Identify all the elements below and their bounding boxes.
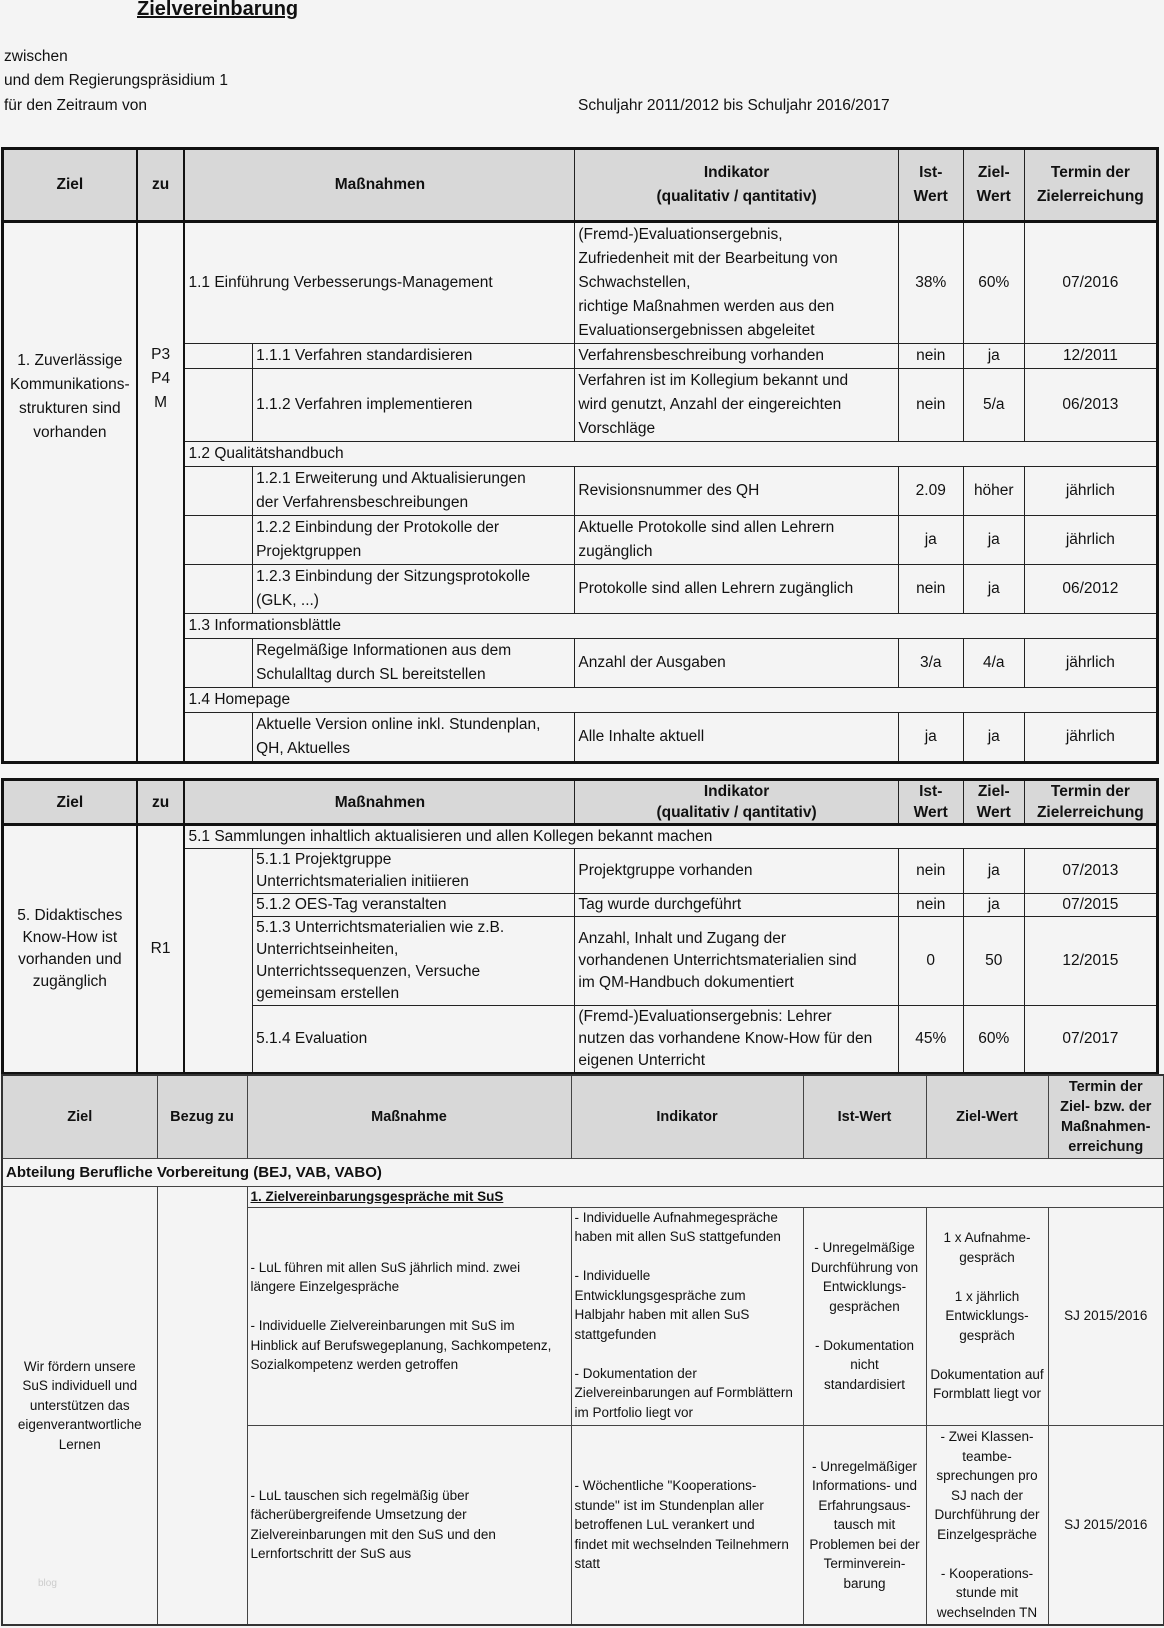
ziel-value: 60% (963, 1006, 1024, 1074)
header-termin: Termin der Zielerreichung (1024, 149, 1157, 222)
ziel-value: 60% (963, 222, 1024, 344)
indikator-cell: Alle Inhalte aktuell (575, 713, 898, 763)
indikator-cell: Protokolle sind allen Lehrern zugänglich (575, 565, 898, 614)
termin-value: 12/2011 (1024, 344, 1157, 369)
section-label: 1.2 Qualitätshandbuch (184, 442, 1157, 467)
ist-value: 2.09 (898, 467, 963, 516)
period-text: Schuljahr 2011/2012 bis Schuljahr 2016/2017 (578, 97, 890, 114)
watermark-text: blog (38, 1578, 57, 1589)
massnahme-cell: 1.2.2 Einbindung der Protokolle der Projektgruppen (253, 516, 575, 565)
termin-value: jährlich (1024, 639, 1157, 688)
termin-value: 07/2017 (1024, 1006, 1157, 1074)
subsection-label: 1. Zielvereinbarungsgespräche mit SuS (247, 1187, 1164, 1208)
indikator-cell: Verfahrensbeschreibung vorhanden (575, 344, 898, 369)
header-massnahmen: Maßnahmen (184, 149, 574, 222)
termin-value: 06/2013 (1024, 369, 1157, 442)
header-termin: Termin der Zielerreichung (1024, 780, 1157, 825)
massnahme-cell: 5.1.1 Projektgruppe Unterrichtsmaterialien initiieren (253, 849, 575, 894)
department-row (2, 1159, 1164, 1187)
termin-value: 07/2015 (1024, 894, 1157, 917)
termin-value: 07/2013 (1024, 849, 1157, 894)
ziel-value: ja (963, 565, 1024, 614)
subsection-row (2, 1187, 1164, 1208)
header-ziel: Ziel (3, 780, 137, 825)
ziel-value: ja (963, 344, 1024, 369)
header-zu: zu (137, 149, 185, 222)
indent-cell (184, 639, 252, 688)
section-row (3, 825, 1158, 849)
ziel-value: 5/a (963, 369, 1024, 442)
ist-value: - Unregelmäßiger Informations- und Erfahrungsaus- tausch mit Problemen bei der Terminverein- barung (803, 1425, 926, 1625)
ist-value: 45% (898, 1006, 963, 1074)
ziel-value: höher (963, 467, 1024, 516)
indent-cell (184, 849, 252, 1074)
indent-cell (184, 369, 252, 442)
intro-line-2: und dem Regierungspräsidium 1 (4, 72, 229, 89)
ziel-value: ja (963, 894, 1024, 917)
massnahme-cell: Regelmäßige Informationen aus dem Schulalltag durch SL bereitstellen (253, 639, 575, 688)
ist-value: 0 (898, 917, 963, 1006)
termin-value: 12/2015 (1024, 917, 1157, 1006)
header-bezug: Bezug zu (157, 1075, 247, 1159)
massnahme-cell: 1.1.1 Verfahren standardisieren (253, 344, 575, 369)
massnahme-cell: 1.1 Einführung Verbesserungs-Management (184, 222, 574, 344)
ist-value: - Unregelmäßige Durchführung von Entwicklungs- gesprächen - Dokumentation nicht standardisiert (803, 1207, 926, 1425)
indikator-cell: Aktuelle Protokolle sind allen Lehrern zugänglich (575, 516, 898, 565)
ref-cell: R1 (137, 825, 185, 1074)
indent-cell (184, 344, 252, 369)
ist-value: nein (898, 369, 963, 442)
ref-cell (157, 1187, 247, 1626)
massnahme-cell: 5.1.3 Unterrichtsmaterialien wie z.B. Unterrichtseinheiten, Unterrichtssequenzen, Versuche gemeinsam erstellen (253, 917, 575, 1006)
header-ziel: Ziel (3, 149, 137, 222)
header-termin: Termin der Ziel- bzw. der Maßnahmen- erreichung (1048, 1075, 1164, 1159)
indikator-cell: Revisionsnummer des QH (575, 467, 898, 516)
termin-value: 07/2016 (1024, 222, 1157, 344)
indent-cell (184, 713, 252, 763)
section-label: 5.1 Sammlungen inhaltlich aktualisieren und allen Kollegen bekannt machen (184, 825, 1157, 849)
termin-value: jährlich (1024, 713, 1157, 763)
ziel-value: ja (963, 713, 1024, 763)
header-zielwert: Ziel-Wert (926, 1075, 1048, 1159)
indikator-cell: Tag wurde durchgeführt (575, 894, 898, 917)
massnahme-cell: 5.1.2 OES-Tag veranstalten (253, 894, 575, 917)
indent-cell (184, 516, 252, 565)
massnahme-cell: 1.2.3 Einbindung der Sitzungsprotokolle (GLK, ...) (253, 565, 575, 614)
goal-table-1 (1, 147, 1159, 764)
indikator-cell: Anzahl, Inhalt und Zugang der vorhandenen Unterrichtsmaterialien sind im QM-Handbuch dokumentiert (575, 917, 898, 1006)
indikator-cell: - Individuelle Aufnahmegespräche haben mit allen SuS stattgefunden - Individuelle Entwicklungsgespräche zum Halbjahr haben mit allen SuS stattgefunden - Dokumentation der Zielvereinbarungen auf Formblättern im Portfolio liegt vor (571, 1207, 803, 1425)
indikator-cell: (Fremd-)Evaluationsergebnis, Zufriedenheit mit der Bearbeitung von Schwachstellen, richtige Maßnahmen werden aus den Evaluationsergebnissen abgeleitet (575, 222, 898, 344)
ist-value: nein (898, 344, 963, 369)
indikator-cell: (Fremd-)Evaluationsergebnis: Lehrer nutzen das vorhandene Know-How für den eigenen Unterricht (575, 1006, 898, 1074)
intro-line-1: zwischen (4, 48, 68, 65)
section-label: 1.3 Informationsblättle (184, 614, 1157, 639)
ziel-value: ja (963, 849, 1024, 894)
header-indikator: Indikator (571, 1075, 803, 1159)
document-title: Zielvereinbarung (137, 0, 299, 20)
department-label: Abteilung Berufliche Vorbereitung (BEJ, VAB, VABO) (2, 1159, 1164, 1187)
goal-table-5 (1, 778, 1159, 1075)
massnahme-cell: 1.2.1 Erweiterung und Aktualisierungen der Verfahrensbeschreibungen (253, 467, 575, 516)
ziel-value: 50 (963, 917, 1024, 1006)
ist-value: 3/a (898, 639, 963, 688)
ist-value: ja (898, 516, 963, 565)
header-massnahmen: Maßnahmen (184, 780, 574, 825)
ziel-value: ja (963, 516, 1024, 565)
indikator-cell: - Wöchentliche "Kooperations- stunde" ist im Stundenplan aller betroffenen LuL verankert und findet mit wechselnden Teilnehmern statt (571, 1425, 803, 1625)
indikator-cell: Anzahl der Ausgaben (575, 639, 898, 688)
ist-value: nein (898, 565, 963, 614)
goal-cell: Wir fördern unsere SuS individuell und unterstützen das eigenverantwortliche Lernen (2, 1187, 157, 1626)
table-row (3, 222, 1158, 344)
ist-value: ja (898, 713, 963, 763)
termin-value: jährlich (1024, 467, 1157, 516)
goal-cell: 1. Zuverlässige Kommunikations- strukturen sind vorhanden (3, 222, 137, 763)
ist-value: nein (898, 849, 963, 894)
header-indikator: Indikator (qualitativ / qantitativ) (575, 149, 898, 222)
header-zu: zu (137, 780, 185, 825)
indent-cell (184, 467, 252, 516)
ziel-value: 4/a (963, 639, 1024, 688)
header-indikator: Indikator (qualitativ / qantitativ) (575, 780, 898, 825)
termin-value: 06/2012 (1024, 565, 1157, 614)
header-zielwert: Ziel- Wert (963, 149, 1024, 222)
goal-cell: 5. Didaktisches Know-How ist vorhanden und zugänglich (3, 825, 137, 1074)
ist-value: 38% (898, 222, 963, 344)
header-ist: Ist- Wert (898, 149, 963, 222)
header-ziel: Ziel (2, 1075, 157, 1159)
ziel-value: - Zwei Klassen- teambe- sprechungen pro SJ nach der Durchführung der Einzelgespräche - Kooperations- stunde mit wechselnden TN (926, 1425, 1048, 1625)
massnahme-cell: 1.1.2 Verfahren implementieren (253, 369, 575, 442)
header-massnahme: Maßnahme (247, 1075, 571, 1159)
ref-cell: P3 P4 M (137, 222, 185, 763)
termin-value: SJ 2015/2016 (1048, 1425, 1164, 1625)
indikator-cell: Verfahren ist im Kollegium bekannt und wird genutzt, Anzahl der eingereichten Vorschläge (575, 369, 898, 442)
header-ist: Ist- Wert (898, 780, 963, 825)
ist-value: nein (898, 894, 963, 917)
indikator-cell: Projektgruppe vorhanden (575, 849, 898, 894)
massnahme-cell: 5.1.4 Evaluation (253, 1006, 575, 1074)
indent-cell (184, 565, 252, 614)
header-zielwert: Ziel- Wert (963, 780, 1024, 825)
intro-line-3: für den Zeitraum von (4, 97, 148, 114)
section-label: 1.4 Homepage (184, 688, 1157, 713)
termin-value: SJ 2015/2016 (1048, 1207, 1164, 1425)
massnahme-cell: Aktuelle Version online inkl. Stundenplan, QH, Aktuelles (253, 713, 575, 763)
ziel-value: 1 x Aufnahme- gespräch 1 x jährlich Entwicklungs- gespräch Dokumentation auf Formblatt liegt vor (926, 1207, 1048, 1425)
header-ist: Ist-Wert (803, 1075, 926, 1159)
department-goal-table (1, 1074, 1164, 1626)
termin-value: jährlich (1024, 516, 1157, 565)
massnahme-cell: - LuL tauschen sich regelmäßig über fächerübergreifende Umsetzung der Zielvereinbarungen mit den SuS und den Lernfortschritt der SuS aus (247, 1425, 571, 1625)
massnahme-cell: - LuL führen mit allen SuS jährlich mind. zwei längere Einzelgespräche - Individuelle Zielvereinbarungen mit SuS im Hinblick auf Berufswegeplanung, Sachkompetenz, Sozialkompetenz werden getroffen (247, 1207, 571, 1425)
